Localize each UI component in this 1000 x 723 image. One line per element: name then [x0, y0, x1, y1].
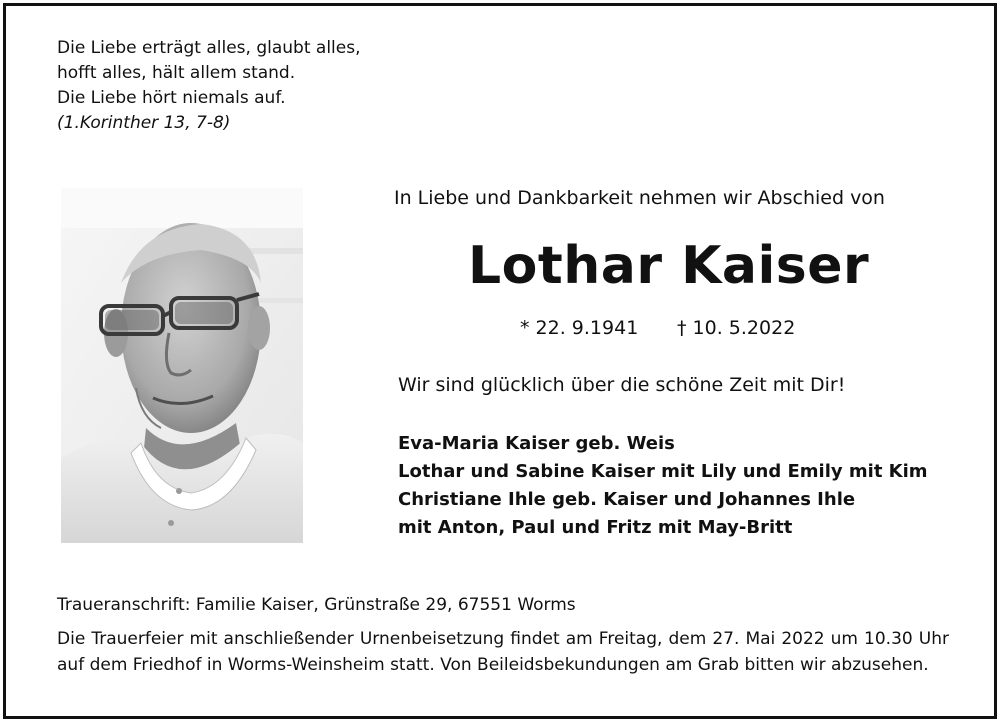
mourner-line: Christiane Ihle geb. Kaiser und Johannes Ihle: [398, 489, 856, 510]
deceased-name: Lothar Kaiser: [468, 236, 870, 296]
mourners-list: [398, 430, 928, 542]
mourner-line: mit Anton, Paul und Fritz mit May-Britt: [398, 517, 793, 538]
mourner-line: Eva-Maria Kaiser geb. Weis: [398, 433, 675, 454]
verse-reference: (1.Korinther 13, 7-8): [57, 113, 231, 133]
mourner-line: Lothar und Sabine Kaiser mit Lily und Emily mit Kim: [398, 461, 928, 482]
farewell-intro: In Liebe und Dankbarkeit nehmen wir Abschied von: [394, 187, 885, 209]
verse-line: Die Liebe hört niemals auf.: [57, 88, 286, 108]
death-date: † 10. 5.2022: [677, 317, 796, 339]
memorial-motto: Wir sind glücklich über die schöne Zeit mit Dir!: [398, 374, 846, 396]
funeral-notice: Die Trauerfeier mit anschließender Urnenbeisetzung findet am Freitag, dem 27. Mai 2022 um 10.30 Uhr auf dem Friedhof in Worms-Weinsheim statt. Von Beileidsbekundungen am Grab bitten wir abzusehen.: [57, 629, 949, 675]
portrait-image: [61, 188, 303, 543]
mourning-address: Traueranschrift: Familie Kaiser, Grünstraße 29, 67551 Worms: [57, 595, 576, 615]
verse-line: hofft alles, hält allem stand.: [57, 63, 296, 83]
portrait-photo: [61, 188, 303, 543]
verse-line: Die Liebe erträgt alles, glaubt alles,: [57, 38, 361, 58]
bible-verse: [57, 36, 361, 136]
birth-date: * 22. 9.1941: [520, 317, 639, 339]
